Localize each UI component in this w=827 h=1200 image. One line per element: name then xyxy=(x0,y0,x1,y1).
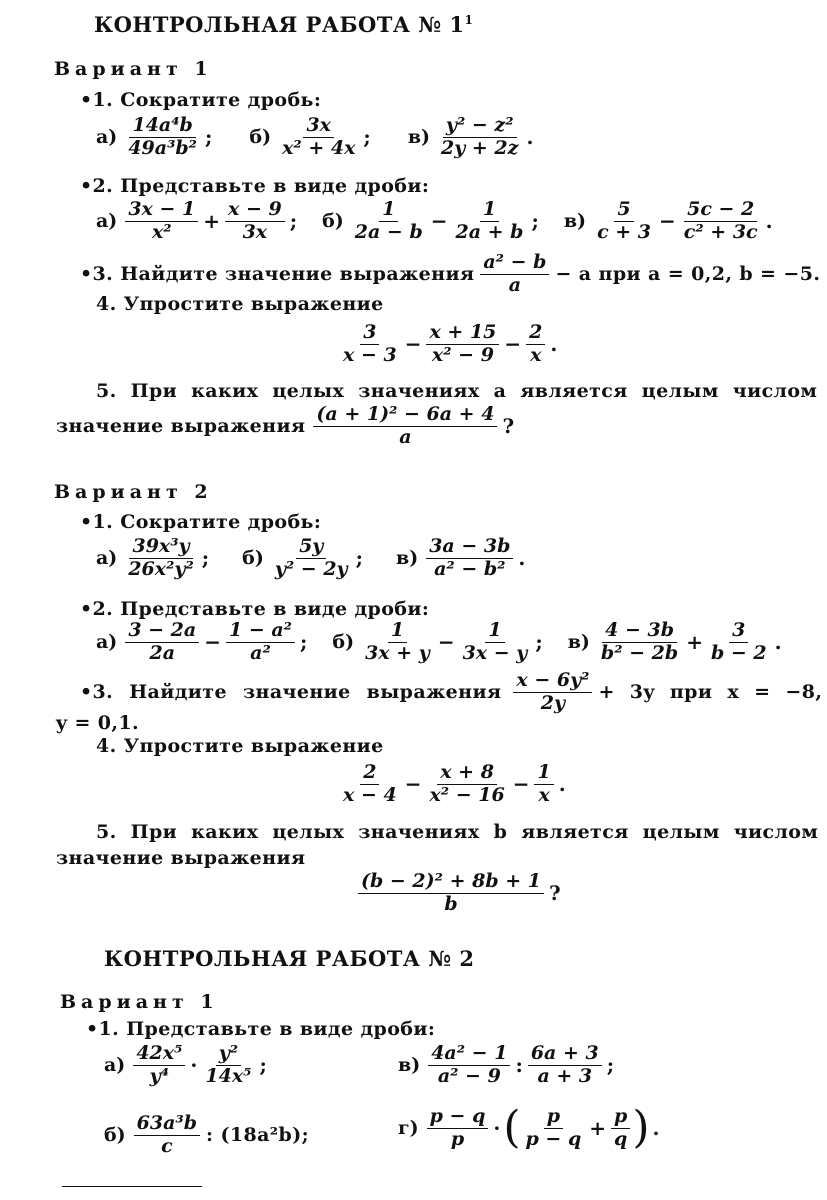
fraction: 3x x² + 4x xyxy=(282,114,356,159)
v2-task4-expression: 2 x − 4 − $\frac{x + 8}{\text{x² − 16}}$ − $\frac{1}{x}$ . xyxy=(343,761,566,806)
v1-task4-title: 4. Упростите выражение xyxy=(96,293,384,315)
v1-task1-title: •1. Сократите дробь: xyxy=(80,89,322,111)
kr2-task1-c: в) 4a² − 1 a² − 9 : 6a + 3 a + 3 ; xyxy=(398,1042,615,1087)
fraction: 14a⁴b 49a³b² xyxy=(128,114,197,159)
v1-task3: •3. Найдите значение выражения a² − b a − a при a = 0,2, b = −5. xyxy=(80,251,821,296)
v1-task2-fractions: а) 3x − 1 x² + $\frac{x - 9}{3x}$ ; б) 1 2a − b − $\frac{1}{2a + b}$ ; в) 5 c + 3 − $\frac{5c - 2}{\text{c² + 3c}}$ . xyxy=(96,198,773,243)
v2-task5-line1: 5. При каких целых значениях b является целым числом xyxy=(96,821,819,843)
footnote-divider xyxy=(62,1186,202,1187)
v2-task3: •3. Найдите значение выражения x − 6y² 2y + 3y при x = −8, xyxy=(80,669,823,714)
v2-task1-fractions: а) 39x³y 26x²y² ; б) 5y y² − 2y ; в) 3a − 3b a² − b² . xyxy=(96,535,526,580)
variant-1-heading: Вариант 1 xyxy=(54,58,213,80)
variant-2-heading: Вариант 2 xyxy=(54,481,213,503)
kr2-task1-d: г) p − q p · ( p p − q + $\frac{p}{q}$ ) . xyxy=(398,1102,660,1154)
v1-task2-title: •2. Представьте в виде дроби: xyxy=(80,175,430,197)
v2-task1-title: •1. Сократите дробь: xyxy=(80,511,322,533)
v2-task3-line2: y = 0,1. xyxy=(56,712,140,734)
kr2-task1-a: а) 42x⁵ y⁴ · y² 14x⁵ ; xyxy=(104,1042,267,1087)
v1-task5-line1: 5. При каких целых значениях a является целым числом xyxy=(96,380,818,402)
label-c: в) xyxy=(407,126,431,149)
v1-task1-fractions: а) 14a⁴b 49a³b² ; б) 3x x² + 4x ; в) y² − z² 2y + 2z . xyxy=(96,114,534,159)
v2-task2-title: •2. Представьте в виде дроби: xyxy=(80,598,430,620)
kr2-task1-b: б) 63a³b c : (18a²b); xyxy=(104,1112,310,1157)
label-b: б) xyxy=(249,126,272,149)
kr2-variant-1-heading: Вариант 1 xyxy=(60,991,219,1013)
kr2-task1-title: •1. Представьте в виде дроби: xyxy=(86,1018,436,1040)
fraction: y² − z² 2y + 2z xyxy=(441,114,519,159)
page-title-kr1 xyxy=(94,12,473,37)
v2-task5-expression: (b − 2)² + 8b + 1 b ? xyxy=(356,871,564,916)
v1-task4-expression: 3 x − 3 − $\frac{x + 15}{\text{x² − 9}}$ − $\frac{2}{x}$ . xyxy=(343,321,558,366)
v2-task2-fractions: а) 3 − 2a 2a − $\frac{\text{1 − a²}}{\text{a²}}$ ; б) 1 3x + y − $\frac{1}{3x - y}$ ; в) 4 − 3b b² − 2b + $\frac{3}{b - 2}$ . xyxy=(96,619,782,664)
label-a: а) xyxy=(96,126,118,149)
kr1-title-text: КОНТРОЛЬНАЯ РАБОТА № 1 xyxy=(94,12,465,37)
v2-task5-line2: значение выражения xyxy=(56,847,306,869)
footnote-mark: 1 xyxy=(464,13,474,27)
page-title-kr2: КОНТРОЛЬНАЯ РАБОТА № 2 xyxy=(104,946,475,971)
v1-task5-line2: значение выражения (a + 1)² − 6a + 4 a ? xyxy=(56,403,515,448)
v2-task4-title: 4. Упростите выражение xyxy=(96,735,384,757)
